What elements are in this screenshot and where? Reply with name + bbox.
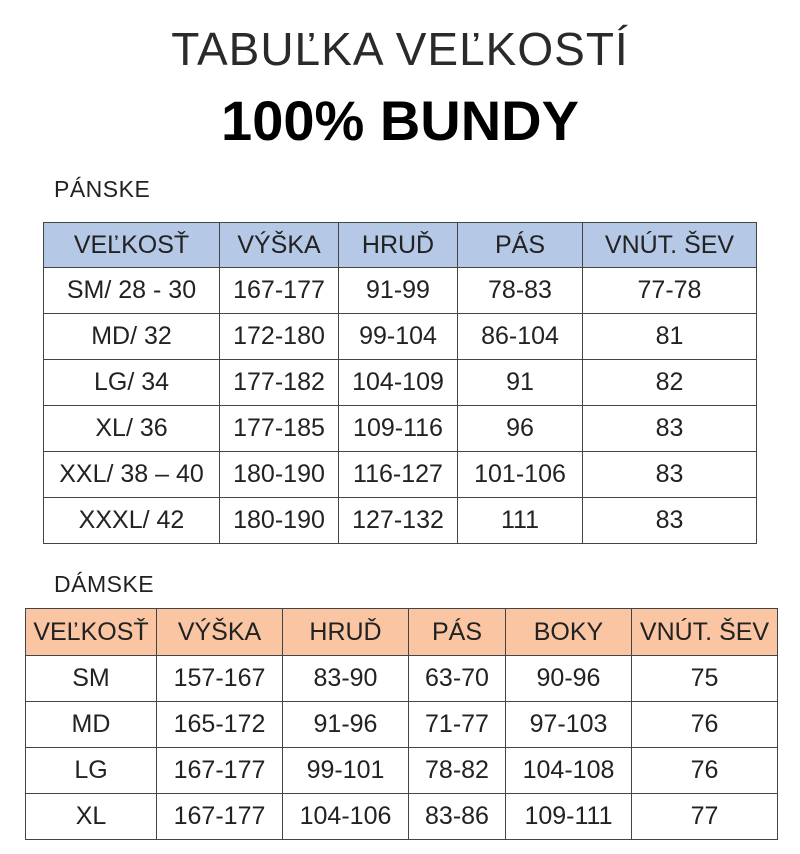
table-cell: 167-177 [220, 268, 339, 314]
table-cell: 82 [583, 360, 757, 406]
table-cell: SM [26, 656, 157, 702]
table-row [44, 360, 757, 406]
table-row [44, 498, 757, 544]
table-cell: 76 [632, 748, 778, 794]
table-cell: 83 [583, 452, 757, 498]
table-cell: 83 [583, 406, 757, 452]
table-cell: 83-90 [283, 656, 409, 702]
column-header: BOKY [506, 609, 632, 656]
table-cell: 99-104 [339, 314, 458, 360]
table-row [44, 314, 757, 360]
table-cell: XL/ 36 [44, 406, 220, 452]
womens-size-table [25, 608, 778, 840]
column-header: VNÚT. ŠEV [583, 223, 757, 268]
table-cell: 116-127 [339, 452, 458, 498]
table-cell: 167-177 [157, 794, 283, 840]
mens-size-table [43, 222, 757, 544]
table-cell: LG [26, 748, 157, 794]
table-cell: 165-172 [157, 702, 283, 748]
table-cell: 177-185 [220, 406, 339, 452]
column-header: HRUĎ [339, 223, 458, 268]
table-cell: 104-106 [283, 794, 409, 840]
table-row [44, 452, 757, 498]
table-cell: 90-96 [506, 656, 632, 702]
table-cell: 99-101 [283, 748, 409, 794]
table-cell: SM/ 28 - 30 [44, 268, 220, 314]
column-header: VEĽKOSŤ [26, 609, 157, 656]
column-header: VÝŠKA [157, 609, 283, 656]
table-cell: 180-190 [220, 498, 339, 544]
table-cell: XXXL/ 42 [44, 498, 220, 544]
table-row [44, 406, 757, 452]
table-cell: 63-70 [409, 656, 506, 702]
column-header: PÁS [409, 609, 506, 656]
table-cell: 109-111 [506, 794, 632, 840]
table-cell: 96 [458, 406, 583, 452]
table-cell: XXL/ 38 – 40 [44, 452, 220, 498]
womens-section-label: DÁMSKE [54, 571, 155, 597]
table-cell: 86-104 [458, 314, 583, 360]
page-subtitle: 100% BUNDY [221, 89, 579, 152]
column-header: VEĽKOSŤ [44, 223, 220, 268]
table-cell: XL [26, 794, 157, 840]
column-header: VÝŠKA [220, 223, 339, 268]
column-header: VNÚT. ŠEV [632, 609, 778, 656]
column-header: HRUĎ [283, 609, 409, 656]
table-cell: 91-99 [339, 268, 458, 314]
table-cell: MD/ 32 [44, 314, 220, 360]
mens-section-label: PÁNSKE [54, 176, 151, 202]
table-cell: 157-167 [157, 656, 283, 702]
table-row [26, 748, 778, 794]
table-cell: 77 [632, 794, 778, 840]
table-cell: 111 [458, 498, 583, 544]
table-cell: 180-190 [220, 452, 339, 498]
table-cell: 78-82 [409, 748, 506, 794]
table-header-row [26, 609, 778, 656]
table-cell: 101-106 [458, 452, 583, 498]
table-cell: 172-180 [220, 314, 339, 360]
table-header-row [44, 223, 757, 268]
table-cell: 77-78 [583, 268, 757, 314]
table-cell: 104-109 [339, 360, 458, 406]
table-cell: 83-86 [409, 794, 506, 840]
table-cell: LG/ 34 [44, 360, 220, 406]
table-cell: 83 [583, 498, 757, 544]
table-cell: 91-96 [283, 702, 409, 748]
table-cell: 167-177 [157, 748, 283, 794]
table-cell: 127-132 [339, 498, 458, 544]
table-cell: 104-108 [506, 748, 632, 794]
table-cell: 71-77 [409, 702, 506, 748]
table-row [44, 268, 757, 314]
table-cell: 75 [632, 656, 778, 702]
table-cell: MD [26, 702, 157, 748]
table-cell: 81 [583, 314, 757, 360]
table-row [26, 702, 778, 748]
column-header: PÁS [458, 223, 583, 268]
table-row [26, 656, 778, 702]
table-cell: 177-182 [220, 360, 339, 406]
table-row [26, 794, 778, 840]
table-cell: 109-116 [339, 406, 458, 452]
table-cell: 76 [632, 702, 778, 748]
table-cell: 78-83 [458, 268, 583, 314]
table-cell: 97-103 [506, 702, 632, 748]
page-title: TABUĽKA VEĽKOSTÍ [171, 23, 629, 75]
table-cell: 91 [458, 360, 583, 406]
